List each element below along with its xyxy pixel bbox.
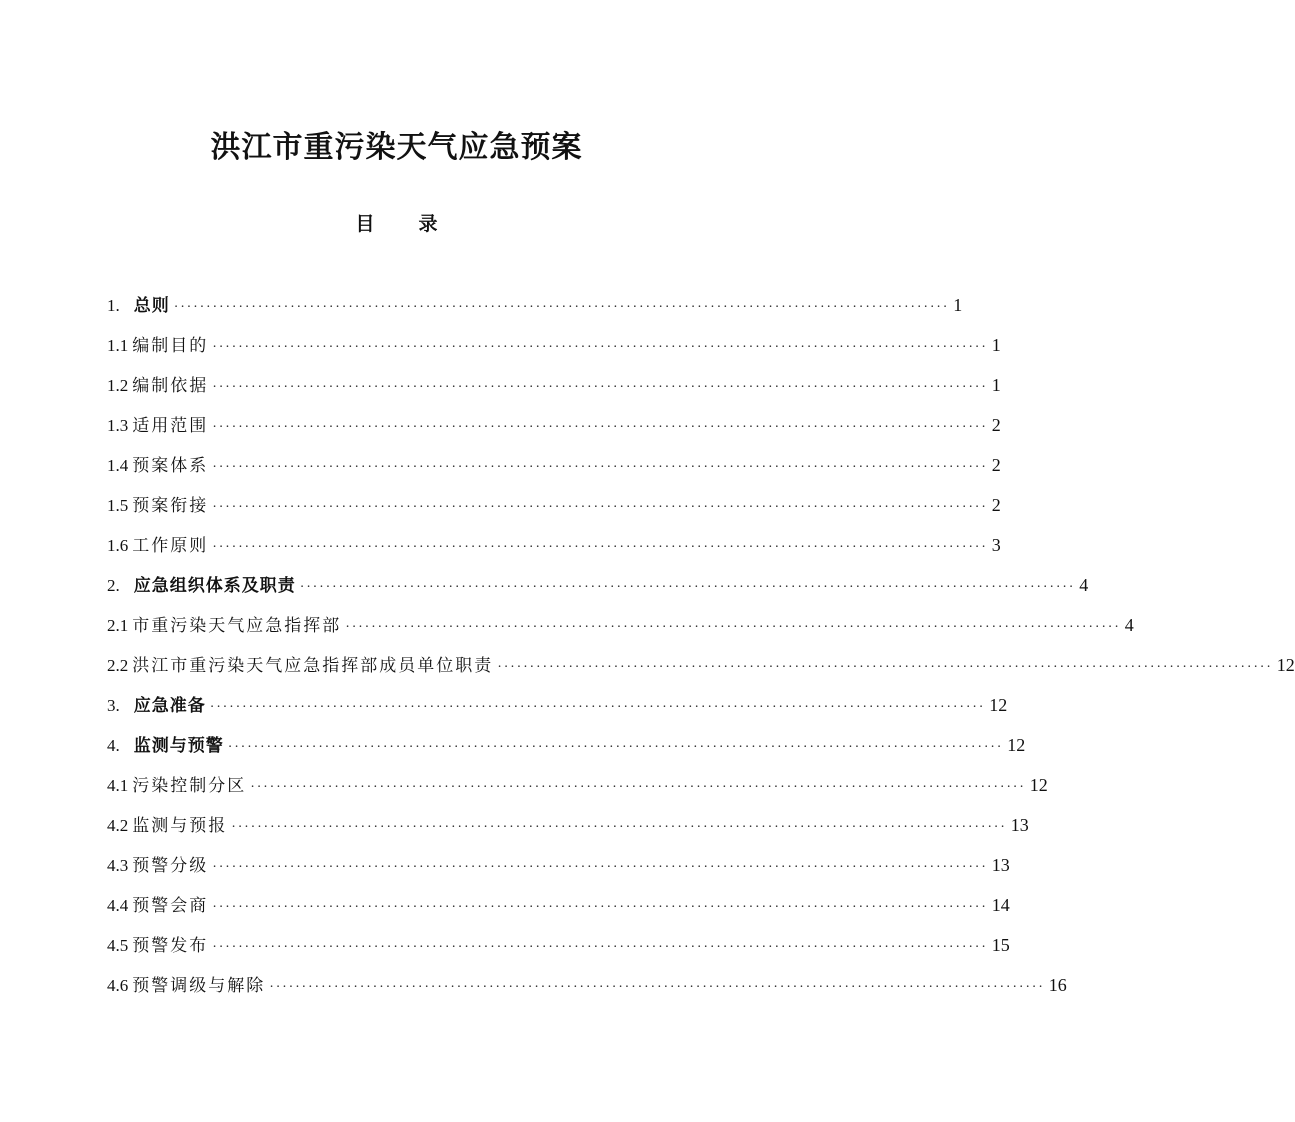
toc-entry-number: 2.2 xyxy=(107,656,129,675)
toc-entry[interactable] xyxy=(107,488,1001,528)
toc-entry-page-number: 4 xyxy=(1124,615,1134,635)
toc-entry-title: 预警发布 xyxy=(132,936,209,956)
toc-entry-page-number: 1 xyxy=(953,295,963,315)
toc-entry-number: 3. xyxy=(107,696,120,715)
toc-entry-page-number: 2 xyxy=(991,455,1001,475)
toc-heading-second-char: 录 xyxy=(418,213,438,235)
table-of-contents xyxy=(107,288,1295,1008)
toc-entry-number: 2. xyxy=(107,576,120,595)
toc-entry[interactable] xyxy=(107,808,1029,848)
toc-entry-page-number: 14 xyxy=(991,895,1010,915)
toc-entry-label xyxy=(107,449,208,483)
toc-heading xyxy=(0,210,793,238)
toc-entry-number: 4.3 xyxy=(107,856,129,875)
toc-entry-page-number: 1 xyxy=(991,335,1001,355)
toc-entry-page-number: 4 xyxy=(1079,575,1089,595)
toc-entry[interactable] xyxy=(107,288,963,328)
toc-entry-label xyxy=(107,289,170,323)
toc-dot-leader: ························································································································ xyxy=(212,900,988,915)
toc-entry-title: 污染控制分区 xyxy=(132,776,247,796)
toc-entry-number: 1.3 xyxy=(107,416,129,435)
toc-entry-page-number: 13 xyxy=(991,855,1010,875)
toc-entry-number: 4.4 xyxy=(107,896,129,915)
toc-entry-number: 1.5 xyxy=(107,496,129,515)
toc-entry-label xyxy=(107,529,208,563)
toc-entry-title: 编制目的 xyxy=(132,336,209,356)
toc-entry[interactable] xyxy=(107,768,1048,808)
toc-entry-title: 预案衔接 xyxy=(132,496,209,516)
toc-entry[interactable] xyxy=(107,408,1001,448)
toc-entry[interactable] xyxy=(107,608,1134,648)
toc-entry-title: 预警分级 xyxy=(132,856,209,876)
toc-entry[interactable] xyxy=(107,888,1010,928)
toc-entry-number: 1.4 xyxy=(107,456,129,475)
toc-dot-leader: ························································································································ xyxy=(227,740,1004,755)
toc-entry-title: 市重污染天气应急指挥部 xyxy=(132,616,342,636)
toc-entry-page-number: 16 xyxy=(1048,975,1067,995)
toc-entry-page-number: 12 xyxy=(989,695,1008,715)
toc-entry-label xyxy=(107,409,208,443)
toc-entry-number: 4.5 xyxy=(107,936,129,955)
toc-dot-leader: ························································································································ xyxy=(269,980,1045,995)
toc-entry-page-number: 12 xyxy=(1007,735,1026,755)
document-title: 洪江市重污染天气应急预案 xyxy=(210,130,583,165)
toc-entry-label xyxy=(107,569,296,603)
toc-entry[interactable] xyxy=(107,448,1001,488)
toc-dot-leader: ························································································································ xyxy=(212,860,988,875)
toc-entry-title: 工作原则 xyxy=(132,536,209,556)
toc-entry[interactable] xyxy=(107,648,1295,688)
toc-entry-label xyxy=(107,969,265,1003)
toc-entry-label xyxy=(107,769,246,803)
toc-entry-label xyxy=(107,849,208,883)
toc-dot-leader: ························································································································ xyxy=(345,620,1121,635)
toc-entry-number: 4.1 xyxy=(107,776,129,795)
toc-entry-label xyxy=(107,889,208,923)
toc-dot-leader: ························································································································ xyxy=(497,660,1273,675)
toc-entry-page-number: 13 xyxy=(1010,815,1029,835)
toc-entry-title: 应急组织体系及职责 xyxy=(133,576,296,596)
toc-dot-leader: ························································································································ xyxy=(250,780,1026,795)
toc-dot-leader: ························································································································ xyxy=(212,340,988,355)
toc-entry-number: 1. xyxy=(107,296,120,315)
toc-entry-title: 预警调级与解除 xyxy=(132,976,266,996)
toc-entry-page-number: 2 xyxy=(991,495,1001,515)
toc-entry-number: 1.6 xyxy=(107,536,129,555)
toc-entry-number: 1.2 xyxy=(107,376,129,395)
toc-entry-label xyxy=(107,729,224,763)
toc-entry-label xyxy=(107,689,206,723)
toc-entry-title: 监测与预报 xyxy=(132,816,228,836)
toc-dot-leader: ························································································································ xyxy=(212,500,988,515)
toc-entry-page-number: 1 xyxy=(991,375,1001,395)
toc-entry-title: 应急准备 xyxy=(133,696,206,716)
toc-entry[interactable] xyxy=(107,528,1001,568)
toc-dot-leader: ························································································································ xyxy=(299,580,1076,595)
toc-entry-number: 4.6 xyxy=(107,976,129,995)
toc-entry-title: 监测与预警 xyxy=(133,736,224,756)
toc-entry-label xyxy=(107,609,341,643)
toc-entry-title: 适用范围 xyxy=(132,416,209,436)
toc-entry[interactable] xyxy=(107,328,1001,368)
toc-entry-page-number: 2 xyxy=(991,415,1001,435)
toc-entry-number: 2.1 xyxy=(107,616,129,635)
toc-entry[interactable] xyxy=(107,928,1010,968)
toc-dot-leader: ························································································································ xyxy=(173,300,950,315)
toc-entry-title: 总则 xyxy=(133,296,170,316)
toc-entry-label xyxy=(107,369,208,403)
toc-entry-number: 1.1 xyxy=(107,336,129,355)
toc-entry-title: 洪江市重污染天气应急指挥部成员单位职责 xyxy=(132,656,494,676)
toc-entry-number: 4.2 xyxy=(107,816,129,835)
toc-entry[interactable] xyxy=(107,968,1067,1008)
toc-entry-label xyxy=(107,489,208,523)
toc-dot-leader: ························································································································ xyxy=(231,820,1007,835)
toc-entry[interactable] xyxy=(107,848,1010,888)
toc-entry-page-number: 3 xyxy=(991,535,1001,555)
toc-dot-leader: ························································································································ xyxy=(212,540,988,555)
toc-entry-label xyxy=(107,929,208,963)
toc-dot-leader: ························································································································ xyxy=(209,700,986,715)
toc-entry-label xyxy=(107,649,493,683)
toc-heading-first-char: 目 xyxy=(355,213,375,235)
toc-entry-page-number: 12 xyxy=(1276,655,1295,675)
toc-entry-page-number: 12 xyxy=(1029,775,1048,795)
toc-entry-number: 4. xyxy=(107,736,120,755)
toc-entry-label xyxy=(107,329,208,363)
toc-entry-title: 编制依据 xyxy=(132,376,209,396)
toc-entry-page-number: 15 xyxy=(991,935,1010,955)
toc-entry[interactable] xyxy=(107,728,1026,768)
toc-entry-title: 预案体系 xyxy=(132,456,209,476)
toc-entry[interactable] xyxy=(107,688,1008,728)
toc-entry[interactable] xyxy=(107,368,1001,408)
toc-dot-leader: ························································································································ xyxy=(212,460,988,475)
toc-dot-leader: ························································································································ xyxy=(212,940,988,955)
toc-dot-leader: ························································································································ xyxy=(212,380,988,395)
toc-entry-title: 预警会商 xyxy=(132,896,209,916)
toc-dot-leader: ························································································································ xyxy=(212,420,988,435)
toc-entry-label xyxy=(107,809,227,843)
toc-entry[interactable] xyxy=(107,568,1089,608)
